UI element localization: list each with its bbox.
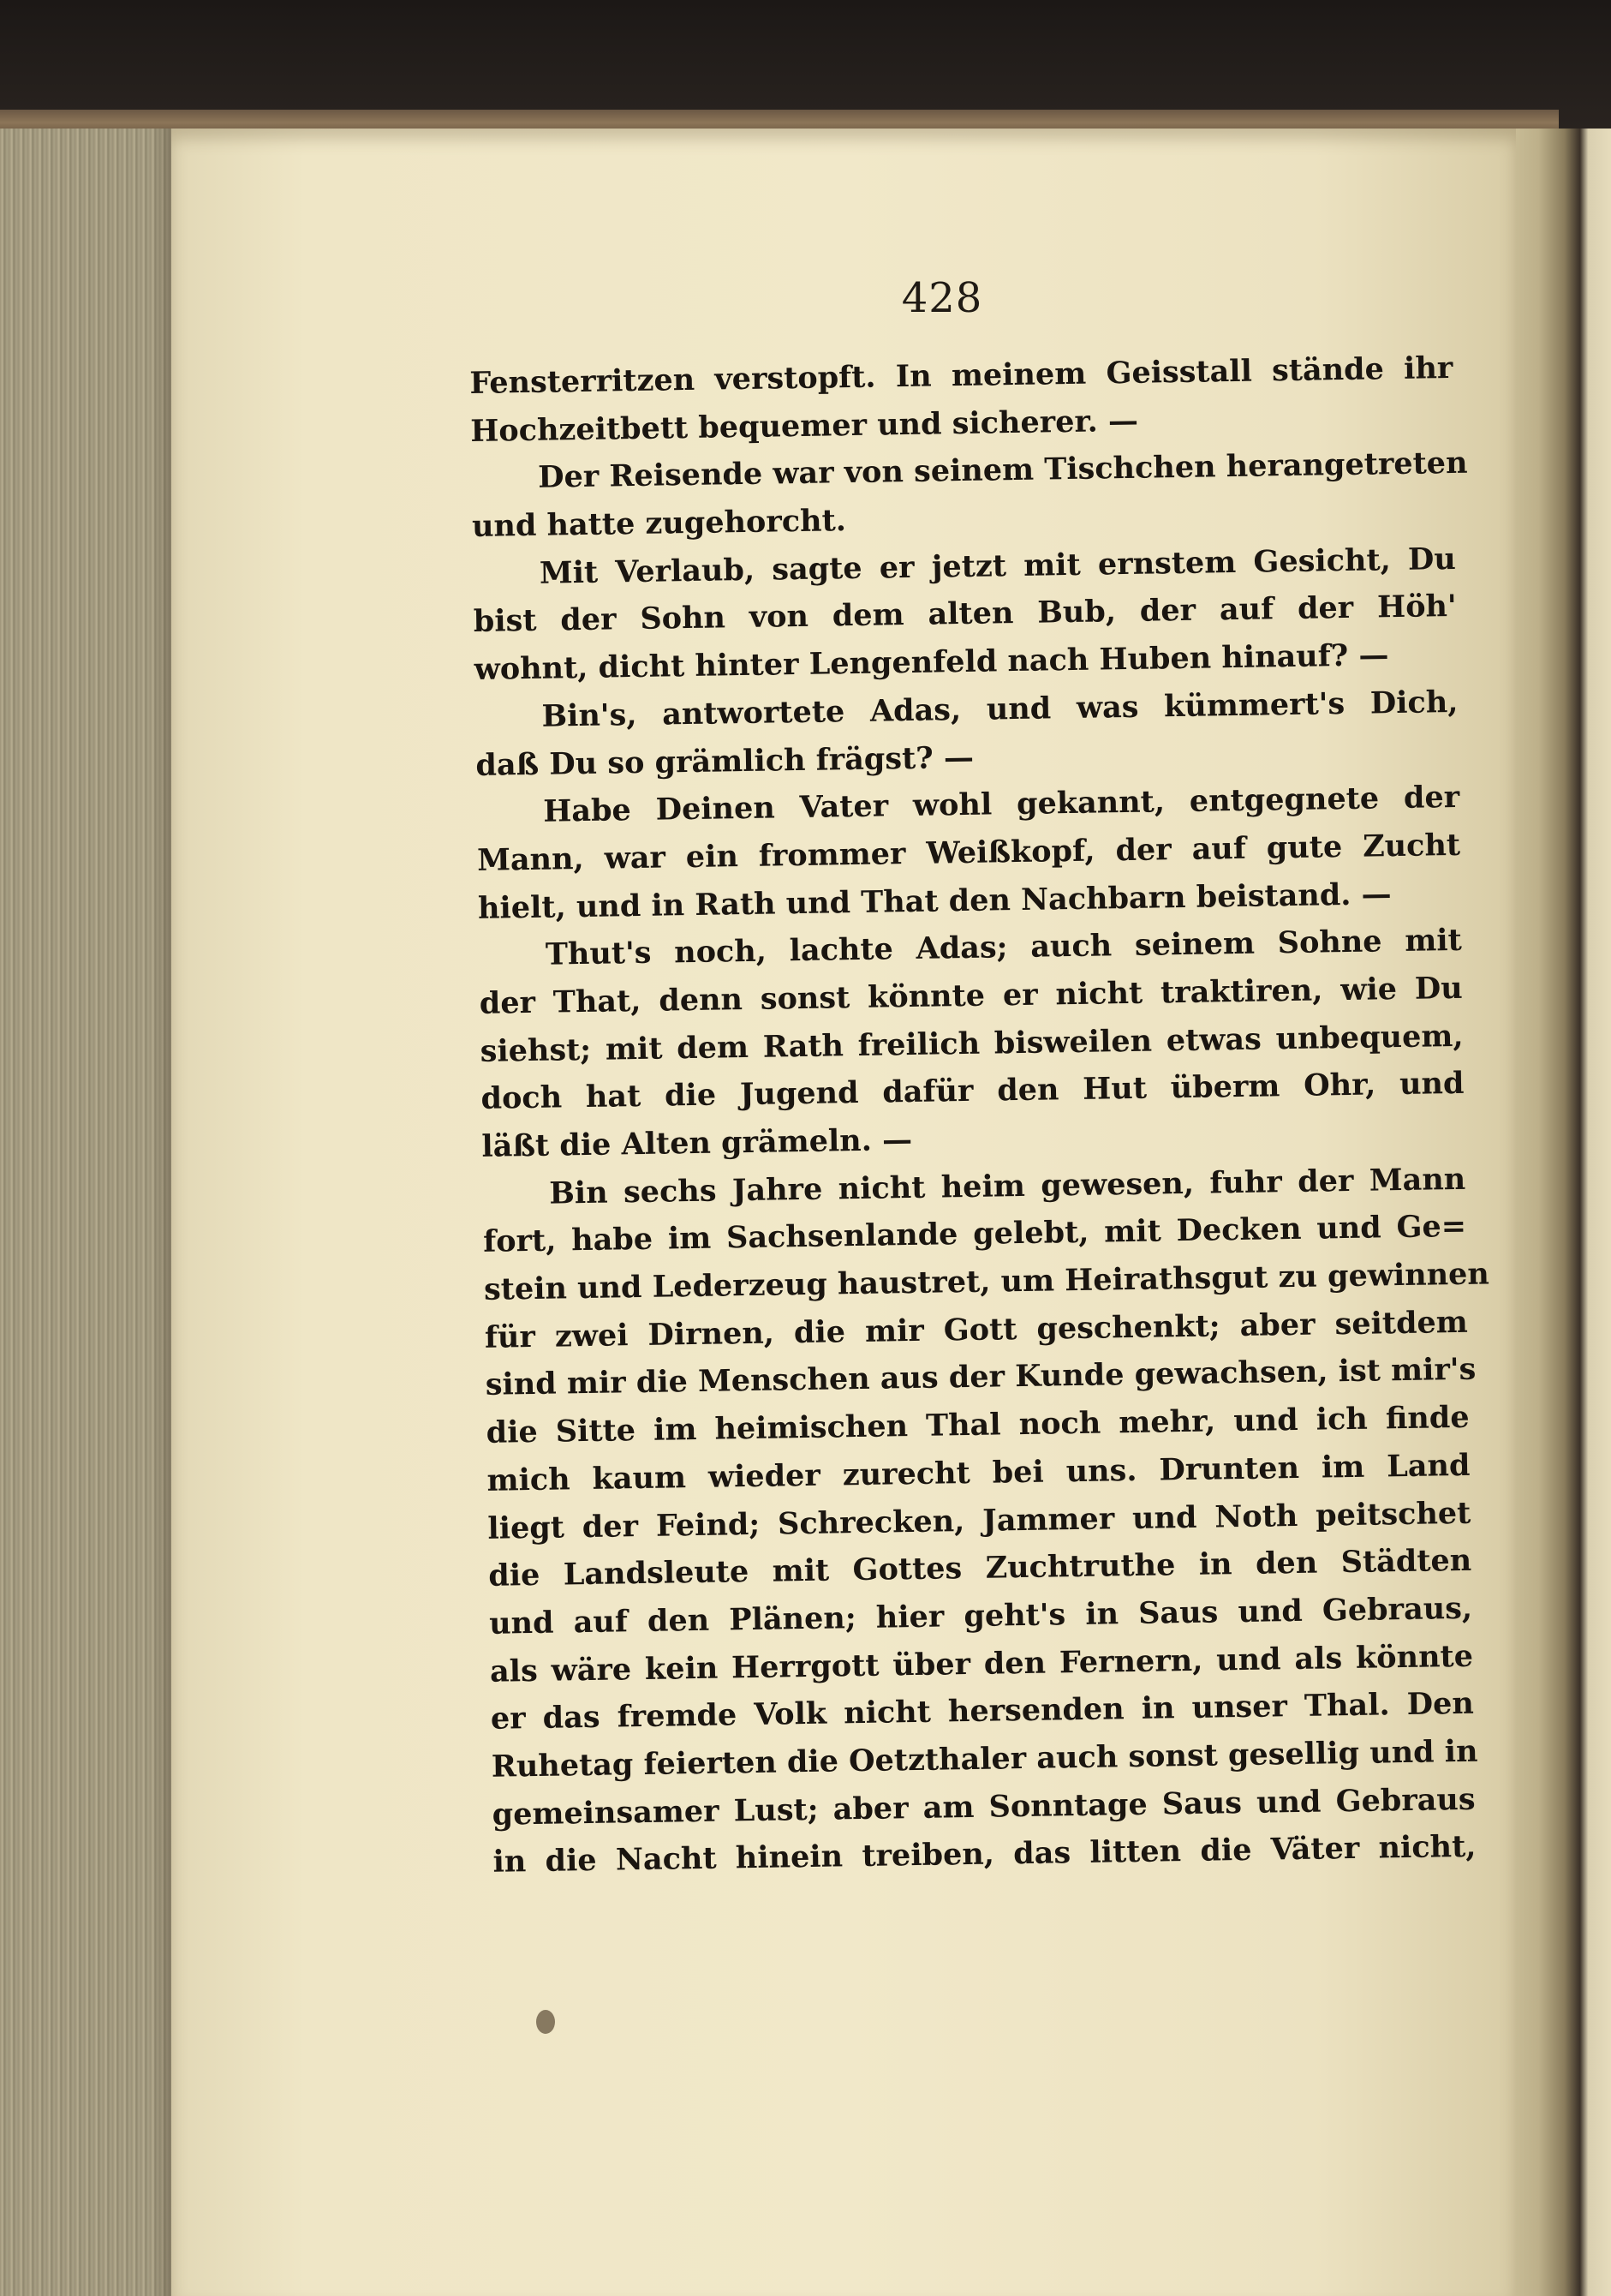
text-line: Der Reisende war von seinem Tischchen herangetreten bbox=[537, 445, 1468, 496]
body-text bbox=[469, 344, 1490, 1886]
text-line: stein und Lederzeug haustret, um Heirathsgut zu gewinnen bbox=[483, 1256, 1490, 1307]
text-line: Ruhetag feierten die Oetzthaler auch sonst gesellig und in bbox=[491, 1733, 1478, 1785]
page-block-edges bbox=[0, 129, 176, 2296]
text-line: gemeinsamer Lust; aber am Sonntage Saus und Gebraus bbox=[492, 1781, 1476, 1833]
text-line: er das fremde Volk nicht hersenden in unser Thal. Den bbox=[490, 1686, 1475, 1737]
text-line: die Landsleute mit Gottes Zuchtruthe in den Städten bbox=[487, 1542, 1472, 1594]
text-line: siehst; mit dem Rath freilich bisweilen etwas unbequem, bbox=[480, 1018, 1464, 1069]
text-line: wohnt, dicht hinter Lengenfeld nach Huben hinauf? — bbox=[474, 637, 1389, 688]
text-line: in die Nacht hinein treiben, das litten die Väter nicht, bbox=[492, 1829, 1477, 1880]
text-line: Habe Deinen Vater wohl gekannt, entgegnete der bbox=[542, 780, 1460, 829]
text-line: die Sitte im heimischen Thal noch mehr, und ich finde bbox=[486, 1399, 1470, 1450]
page-number: 428 bbox=[901, 274, 983, 322]
text-line: und hatte zugehorcht. bbox=[471, 503, 847, 545]
text-line: der That, denn sonst könnte er nicht traktiren, wie Du bbox=[479, 970, 1463, 1021]
book-gutter bbox=[1507, 129, 1611, 2296]
text-line: läßt die Alten grämeln. — bbox=[481, 1121, 913, 1164]
text-line: sind mir die Menschen aus der Kunde gewachsen, ist mir's bbox=[485, 1352, 1477, 1403]
text-line: Mit Verlaub, sagte er jetzt mit ernstem Gesicht, Du bbox=[539, 541, 1457, 591]
text-line: liegt der Feind; Schrecken, Jammer und Noth peitschet bbox=[487, 1495, 1471, 1546]
text-line: Mann, war ein frommer Weißkopf, der auf gute Zucht bbox=[476, 827, 1461, 878]
text-line: bist der Sohn von dem alten Bub, der auf der Höh' bbox=[473, 589, 1457, 640]
text-line: Thut's noch, lachte Adas; auch seinem Sohne mit bbox=[545, 923, 1463, 972]
text-line: und auf den Plänen; hier geht's in Saus und Gebraus, bbox=[488, 1590, 1473, 1641]
text-line: Bin sechs Jahre nicht heim gewesen, fuhr der Mann bbox=[548, 1161, 1466, 1211]
text-line: doch hat die Jugend dafür den Hut überm Ohr, und bbox=[480, 1066, 1465, 1117]
text-line: für zwei Dirnen, die mir Gott geschenkt; aber seitdem bbox=[484, 1304, 1469, 1355]
text-line: Fensterritzen verstopft. In meinem Geisstall stände ihr bbox=[469, 350, 1453, 401]
text-line: daß Du so grämlich frägst? — bbox=[475, 739, 975, 783]
text-line: Bin's, antwortete Adas, und was kümmert's Dich, bbox=[541, 684, 1459, 734]
text-line: hielt, und in Rath und That den Nachbarn beistand. — bbox=[477, 876, 1392, 926]
text-line: als wäre kein Herrgott über den Fernern, und als könnte bbox=[489, 1638, 1474, 1689]
text-line: fort, habe im Sachsenlande gelebt, mit Decken und Ge= bbox=[482, 1209, 1467, 1260]
text-line: Hochzeitbett bequemer und sicherer. — bbox=[469, 403, 1139, 449]
ink-spot bbox=[536, 2010, 555, 2034]
text-line: mich kaum wieder zurecht bei uns. Drunten im Land bbox=[486, 1447, 1471, 1498]
